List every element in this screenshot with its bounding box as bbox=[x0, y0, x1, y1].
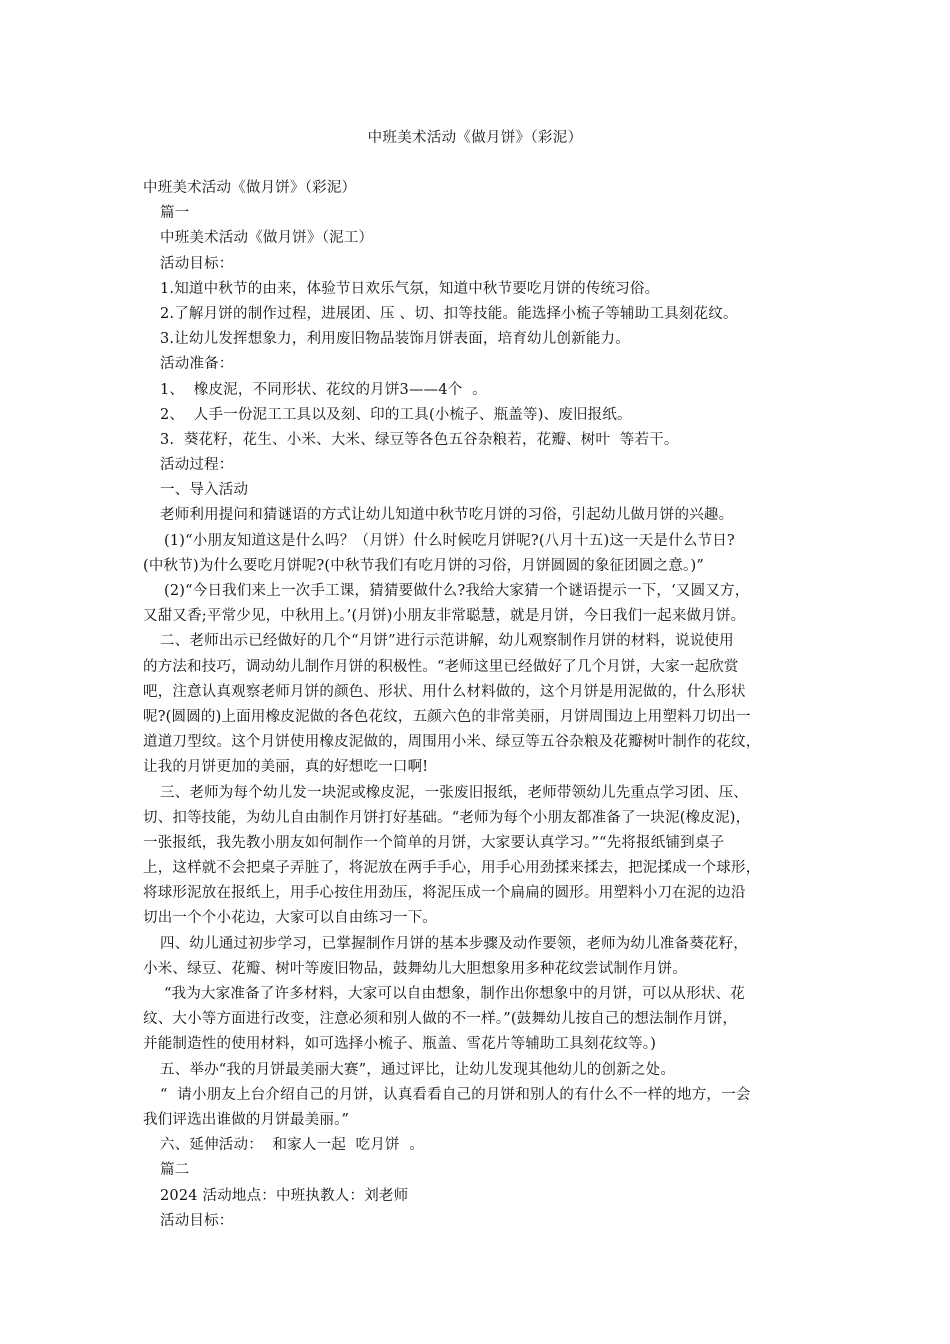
text-line: 切出一个个小花边，大家可以自由练习一下。 bbox=[143, 910, 437, 927]
text-line: 我们评选出谁做的月饼最美丽。” bbox=[143, 1111, 350, 1128]
text-line: 纹、大小等方面进行改变，注意必须和别人做的不一样。”(鼓舞幼儿按自己的想法制作月饼， bbox=[143, 1011, 738, 1028]
text-line: 的方法和技巧，调动幼儿制作月饼的积极性。“老师这里已经做好了几个月饼，大家一起欣赏 bbox=[143, 658, 739, 675]
text-line: (中秋节)为什么要吃月饼呢?(中秋节我们有吃月饼的习俗，月饼圆圆的象征团圆之意。)” bbox=[143, 557, 704, 574]
text-line: 篇二 bbox=[160, 1162, 190, 1179]
text-line: 1、 橡皮泥，不同形状、花纹的月饼3——4个 。 bbox=[160, 381, 487, 398]
text-line: 四、幼儿通过初步学习，已掌握制作月饼的基本步骤及动作要领，老师为幼儿准备葵花籽， bbox=[160, 935, 748, 952]
text-line: 将球形泥放在报纸上，用手心按住用劲压，将泥压成一个扁扁的圆形。用塑料小刀在泥的边沿 bbox=[143, 885, 746, 902]
text-line: 篇一 bbox=[160, 205, 190, 222]
text-line: (2)“今日我们来上一次手工课，猜猜要做什么?我给大家猜一个谜语提示一下，‘又圆又方， bbox=[164, 583, 750, 599]
text-line: 六、延伸活动： 和家人一起 吃月饼 。 bbox=[160, 1137, 425, 1154]
text-line: 中班美术活动《做月饼》（彩泥） bbox=[143, 180, 357, 196]
text-line: 3. 葵花籽，花生、小米、大米、绿豆等各色五谷杂粮若，花瓣、树叶 等若干。 bbox=[160, 431, 679, 448]
text-line: 让我的月饼更加的美丽，真的好想吃一口啊! bbox=[143, 759, 429, 776]
text-line: 五、举办“我的月饼最美丽大赛”，通过评比，让幼儿发现其他幼儿的创新之处。 bbox=[160, 1061, 676, 1078]
text-line: 又甜又香;平常少见，中秋用上。’(月饼)小朋友非常聪慧，就是月饼，今日我们一起来做月饼。 bbox=[143, 608, 746, 625]
text-line: 3.让幼儿发挥想象力，利用废旧物品装饰月饼表面，培育幼儿创新能力。 bbox=[160, 331, 630, 348]
text-line: 呢?(圆圆的)上面用橡皮泥做的各色花纹，五颜六色的非常美丽，月饼周围边上用塑料刀切出一 bbox=[143, 708, 751, 725]
text-line: “ 请小朋友上台介绍自己的月饼，认真看看自己的月饼和别人的有什么不一样的地方，一会 bbox=[160, 1086, 751, 1103]
text-line: 道道刀型纹。这个月饼使用橡皮泥做的，周围用小米、绿豆等五谷杂粮及花瓣树叶制作的花纹， bbox=[143, 734, 761, 751]
text-line: 二、老师出示已经做好的几个“月饼”进行示范讲解，幼儿观察制作月饼的材料，说说使用 bbox=[160, 633, 734, 650]
text-line: 活动目标： bbox=[160, 255, 234, 272]
text-line: 老师利用提问和猜谜语的方式让幼儿知道中秋节吃月饼的习俗，引起幼儿做月饼的兴趣。 bbox=[160, 507, 734, 524]
text-line: 活动过程： bbox=[160, 457, 234, 474]
document-body bbox=[143, 176, 823, 1234]
text-line: 上，这样就不会把桌子弄脏了，将泥放在两手手心，用手心用劲揉来揉去，把泥揉成一个球形， bbox=[143, 860, 761, 877]
text-line: 吧，注意认真观察老师月饼的颜色、形状、用什么材料做的，这个月饼是用泥做的，什么形状 bbox=[143, 683, 746, 700]
text-line: 2.了解月饼的制作过程，进展团、压 、切、扣等技能。能选择小梳子等辅助工具刻花纹。 bbox=[160, 305, 738, 322]
text-line: “我为大家准备了许多材料，大家可以自由想象，制作出你想象中的月饼，可以从形状、花 bbox=[164, 986, 745, 1002]
text-line: 小米、绿豆、花瓣、树叶等废旧物品，鼓舞幼儿大胆想象用多种花纹尝试制作月饼。 bbox=[143, 960, 687, 977]
text-line: 三、老师为每个幼儿发一块泥或橡皮泥，一张废旧报纸，老师带领幼儿先重点学习团、压、 bbox=[160, 784, 748, 801]
text-line: 2、 人手一份泥工工具以及刻、印的工具(小梳子、瓶盖等)、废旧报纸。 bbox=[160, 406, 632, 423]
text-line: 1.知道中秋节的由来，体验节日欢乐气氛，知道中秋节要吃月饼的传统习俗。 bbox=[160, 280, 660, 297]
text-line: 切、扣等技能，为幼儿自由制作月饼打好基础。“老师为每个小朋友都准备了一块泥(橡皮泥)， bbox=[143, 809, 751, 826]
text-line: 一张报纸，我先教小朋友如何制作一个简单的月饼，大家要认真学习。”“先将报纸铺到桌子 bbox=[143, 834, 725, 851]
text-line: 中班美术活动《做月饼》（泥工） bbox=[160, 230, 374, 247]
text-line: (1)“小朋友知道这是什么吗？（月饼）什么时候吃月饼呢?(八月十五)这一天是什么节日? bbox=[164, 532, 735, 549]
text-line: 活动准备： bbox=[160, 356, 234, 373]
text-line: 2024 活动地点：中班执教人：刘老师 bbox=[160, 1187, 409, 1204]
text-line: 并能制造性的使用材料，如可选择小梳子、瓶盖、雪花片等辅助工具刻花纹等。) bbox=[143, 1036, 657, 1053]
text-line: 一、导入活动 bbox=[160, 482, 249, 499]
page-title: 中班美术活动《做月饼》（彩泥） bbox=[367, 130, 583, 146]
text-line: 活动目标： bbox=[160, 1212, 234, 1229]
